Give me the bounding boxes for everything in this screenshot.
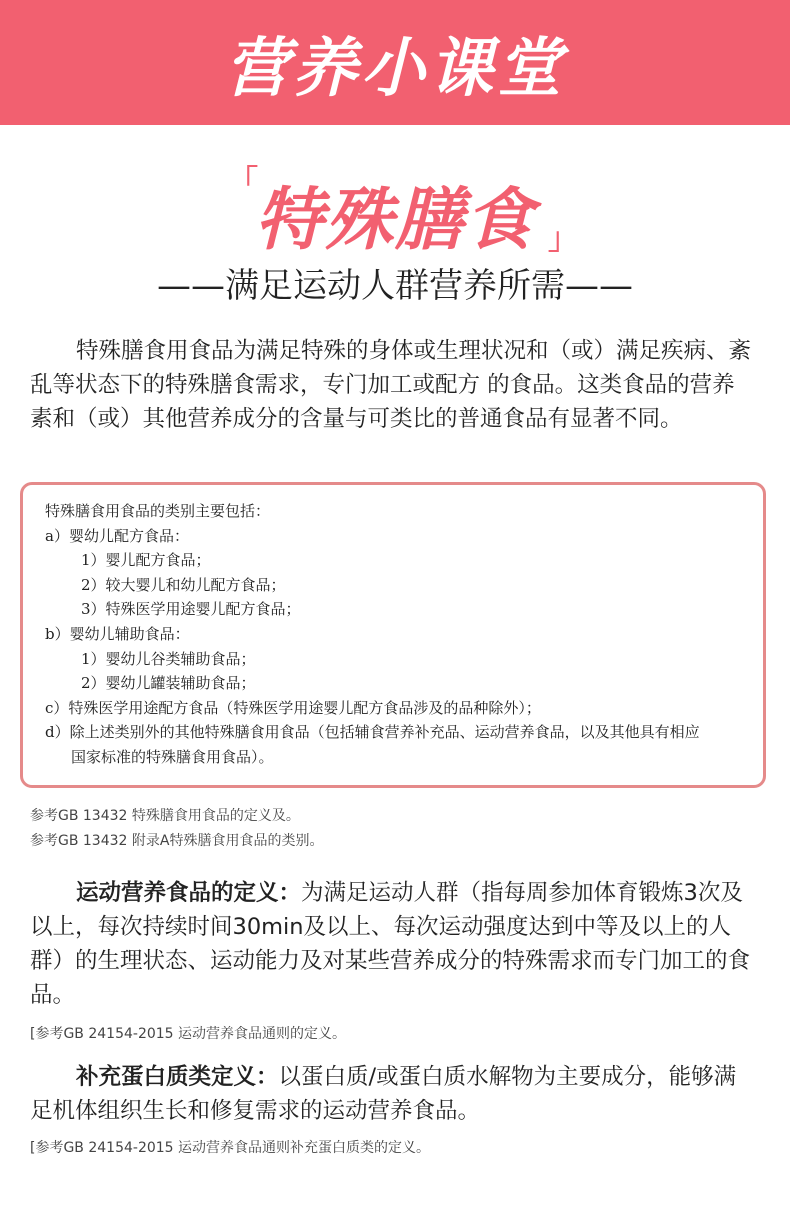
- category-a: a）婴幼儿配方食品：: [45, 526, 189, 545]
- header-banner: [0, 0, 790, 125]
- intro-paragraph: 特殊膳食用食品为满足特殊的身体或生理状况和（或）满足疾病、紊乱等状态下的特殊膳食需求，专门加工或配方 的食品。这类食品的营养素和（或）其他营养成分的含量与可类比的普通食品有显著不同。: [30, 338, 752, 432]
- protein-definition: [30, 1060, 756, 1128]
- title-bracket-open: 「: [228, 164, 258, 199]
- reference-2: 参考GB 13432 附录A特殊膳食用食品的类别。: [30, 833, 324, 849]
- sports-food-label: 运动营养食品的定义：: [76, 880, 302, 906]
- category-b1: 1）婴幼儿谷类辅助食品；: [81, 649, 256, 668]
- reference-4: [参考GB 24154-2015 运动营养食品通则补充蛋白质类的定义。: [30, 1140, 431, 1156]
- banner-title: 营养小课堂: [225, 31, 565, 106]
- category-b: b）婴幼儿辅助食品：: [45, 624, 190, 643]
- reference-3: [参考GB 24154-2015 运动营养食品通则的定义。: [30, 1026, 347, 1042]
- reference-1: 参考GB 13432 特殊膳食用食品的定义及。: [30, 808, 300, 824]
- protein-text: 以蛋白质/或蛋白质水解物为主要成分，能够满足机体组织生长和修复需求的运动营养食品。: [30, 1064, 737, 1124]
- category-c: c）特殊医学用途配方食品（特殊医学用途婴儿配方食品涉及的品种除外）；: [45, 698, 541, 717]
- category-a1: 1）婴儿配方食品；: [81, 551, 211, 570]
- category-a3: 3）特殊医学用途婴儿配方食品；: [81, 600, 301, 619]
- title-bracket-close: 」: [548, 222, 578, 257]
- categories-heading: 特殊膳食用食品的类别主要包括：: [45, 502, 271, 520]
- category-d: d）除上述类别外的其他特殊膳食用食品（包括辅食营养补充品、运动营养食品，以及其他具有相应: [45, 723, 700, 742]
- category-b2: 2）婴幼儿罐装辅助食品；: [81, 674, 256, 693]
- page-subtitle: ——满足运动人群营养所需——: [157, 266, 633, 306]
- page-title: 特殊膳食: [254, 181, 535, 260]
- category-d-continued: 国家标准的特殊膳食用食品）。: [71, 747, 274, 766]
- sports-food-text: 为满足运动人群（指每周参加体育锻炼3次及以上，每次持续时间30min及以上、每次运动强度达到中等及以上的人群）的生理状态、运动能力及对某些营养成分的特殊需求而专门加工的食品。: [30, 880, 751, 1008]
- categories-box: [20, 482, 766, 788]
- protein-label: 补充蛋白质类定义：: [76, 1064, 279, 1090]
- sports-food-definition: [30, 876, 756, 1012]
- category-a2: 2）较大婴儿和幼儿配方食品；: [81, 575, 286, 594]
